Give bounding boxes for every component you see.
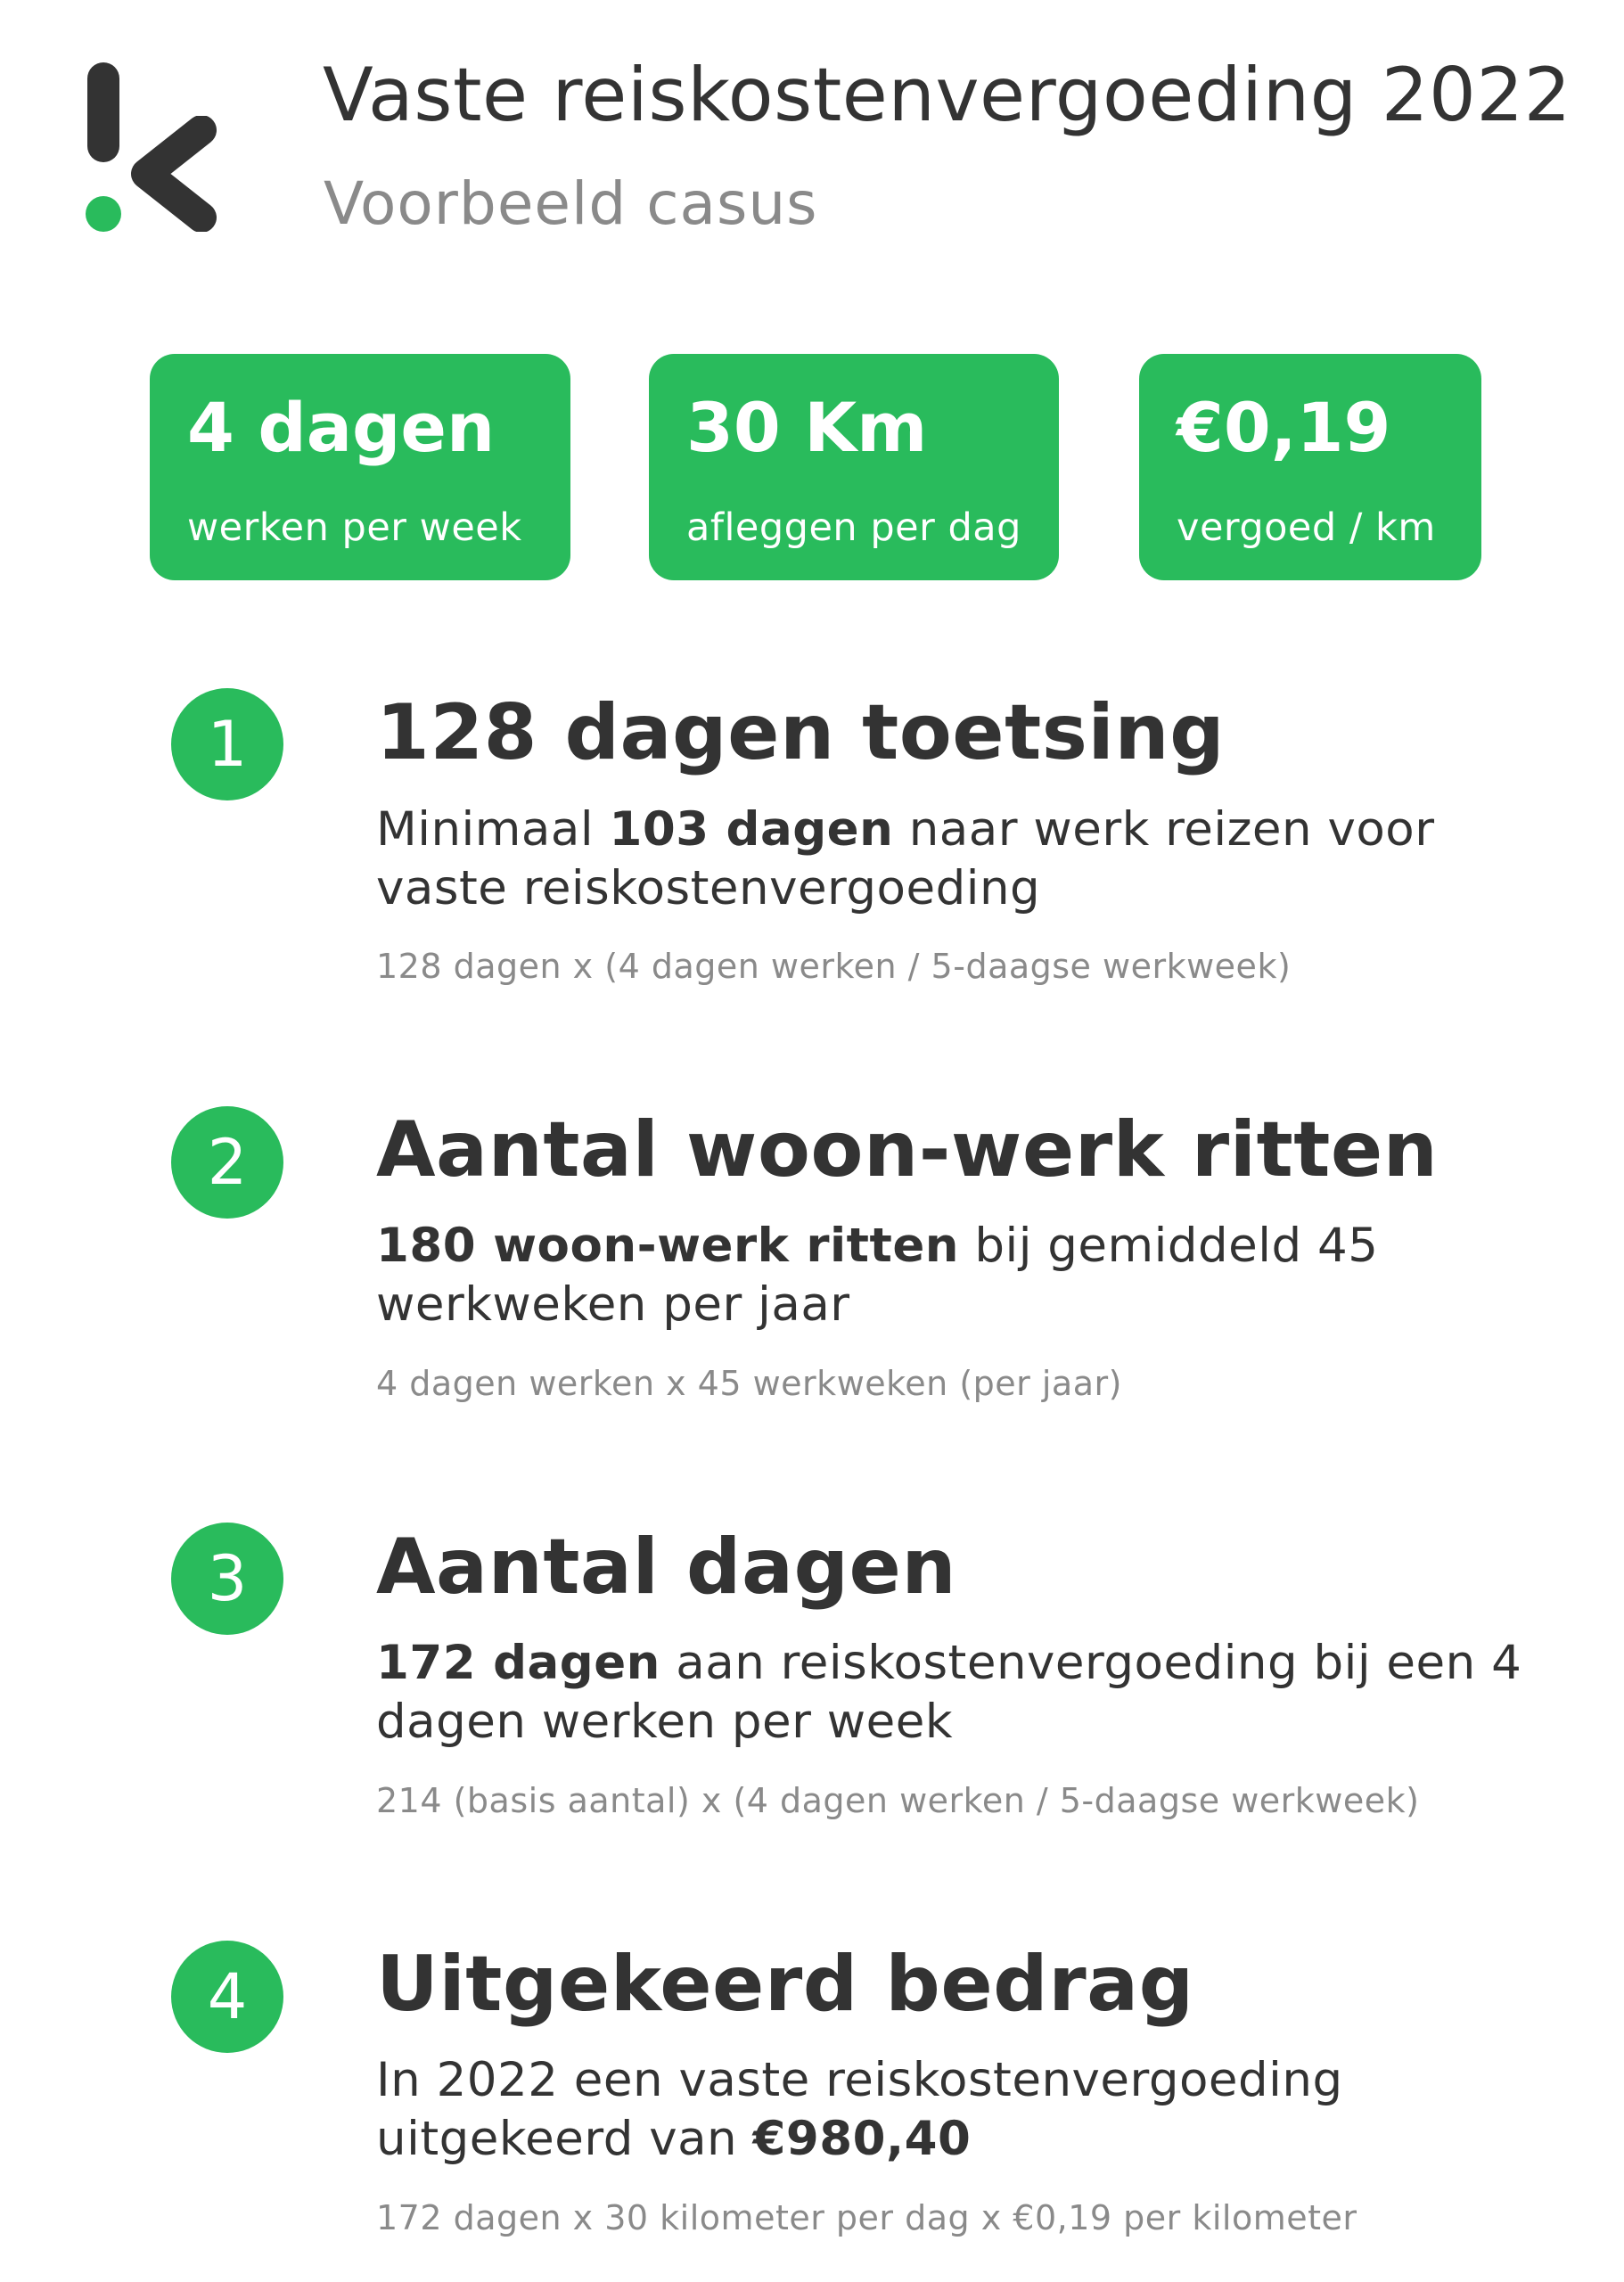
step-title: Uitgekeerd bedrag	[376, 1940, 1194, 2029]
step-number-badge: 2	[171, 1106, 283, 1219]
step-formula: 214 (basis aantal) x (4 dagen werken / 5-daagse werkweek)	[376, 1781, 1420, 1820]
stat-value: 4 dagen	[187, 388, 496, 467]
step-highlight: 172 dagen	[376, 1636, 660, 1690]
stat-value: €0,19	[1177, 388, 1391, 467]
page-subtitle: Voorbeeld casus	[324, 169, 818, 238]
stat-label: werken per week	[187, 505, 522, 550]
step-description: Minimaal 103 dagen naar werk reizen voor vaste reiskostenvergoeding	[376, 802, 1435, 915]
page-title: Vaste reiskostenvergoeding 2022	[323, 52, 1571, 138]
stat-label: vergoed / km	[1177, 505, 1436, 550]
step-highlight: 103 dagen	[609, 802, 894, 857]
step-formula: 128 dagen x (4 dagen werken / 5-daagse werkweek)	[376, 947, 1292, 986]
stat-label: afleggen per dag	[686, 505, 1021, 550]
logo-bar	[87, 62, 119, 162]
stat-card-rate	[1139, 354, 1481, 580]
step-number-badge: 4	[171, 1941, 283, 2053]
step-highlight: 180 woon-werk ritten	[376, 1219, 959, 1273]
step-highlight: €980,40	[752, 2112, 972, 2166]
stat-card-distance	[649, 354, 1059, 580]
k-logo-icon	[82, 61, 216, 239]
logo-chevron	[119, 116, 217, 232]
step-description: In 2022 een vaste reiskostenvergoeding uitgekeerd van €980,40	[376, 2053, 1343, 2166]
step-number-badge: 1	[171, 688, 283, 800]
step-description: 180 woon-werk ritten bij gemiddeld 45 werkweken per jaar	[376, 1219, 1379, 1332]
step-formula: 4 dagen werken x 45 werkweken (per jaar)	[376, 1364, 1122, 1403]
step-formula: 172 dagen x 30 kilometer per dag x €0,19 per kilometer	[376, 2198, 1357, 2237]
stat-card-days	[150, 354, 570, 580]
step-description: 172 dagen aan reiskostenvergoeding bij een 4 dagen werken per week	[376, 1636, 1522, 1749]
step-number-badge: 3	[171, 1523, 283, 1635]
stat-value: 30 Km	[686, 388, 928, 467]
step-title: 128 dagen toetsing	[376, 688, 1226, 777]
logo-dot	[86, 196, 121, 232]
step-title: Aantal dagen	[376, 1523, 957, 1612]
step-title: Aantal woon-werk ritten	[376, 1105, 1439, 1194]
